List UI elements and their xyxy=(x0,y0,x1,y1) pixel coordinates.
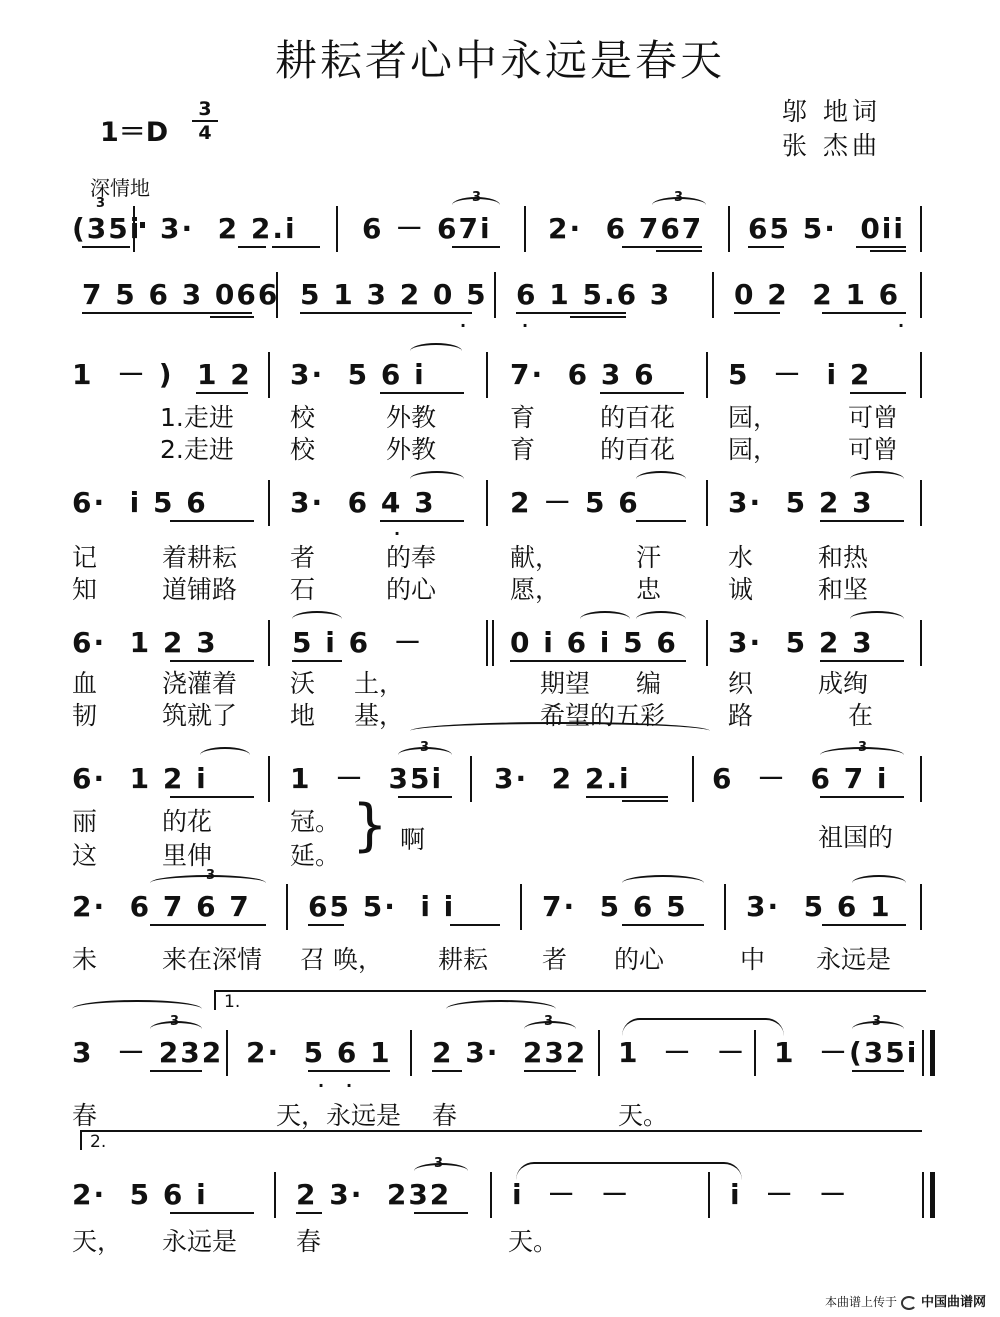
measure: 2· 6 767 xyxy=(548,212,704,245)
score-row-9: 2· 5 6 i 2 3· 232 i － － i － － 3 xyxy=(0,1172,1000,1222)
volta-second-ending: 2. xyxy=(80,1130,922,1150)
measure: 3· 2 2.i xyxy=(160,212,297,245)
measure: 6· 1 2 i xyxy=(72,762,208,795)
measure: 0 i 6 i 5 6 xyxy=(510,626,678,659)
score-row-4: 6· i 5 6 3· 6 4 3 2 － 5 6 3· 5 2 3 · xyxy=(0,480,1000,530)
measure: 7· 6 3 6 xyxy=(510,358,656,391)
meter-top: 3 xyxy=(198,98,212,120)
lyrics-r6-shared: 啊 祖国的 xyxy=(400,823,894,854)
measure: i － － xyxy=(512,1178,631,1211)
score-row-6: 6· 1 2 i 1 － 35i 3· 2 2.i 6 － 6 7 i 3 3 xyxy=(0,756,1000,806)
lyrics-r6-v2: 这 里伸 延。 xyxy=(72,841,341,870)
score-row-2: 7 5 6 3 066 5 1 3 2 0 5 6 1 5.6 3 0 2 2 1 6 · · · xyxy=(0,272,1000,322)
measure: 3· 6 4 3 xyxy=(290,486,436,519)
score-row-5 xyxy=(0,620,1000,670)
score-row-1: (35i 3· 2 2.i 6 － 67i 2· 6 767 65 5· 0ii 3 3 3 xyxy=(0,206,1000,256)
lyrics-r3-v2: 2.走进 校 外教 育 的百花 园， 可曾 xyxy=(160,435,899,464)
key-signature: 1＝D xyxy=(100,117,169,148)
lyrics-r9: 天， 永远是 春 天。 xyxy=(72,1227,559,1256)
time-signature xyxy=(192,99,218,143)
measure: 1 －(35i xyxy=(774,1036,919,1069)
measure: 65 5· i i xyxy=(308,890,456,923)
measure: 65 5· 0ii xyxy=(748,212,906,245)
measure: 2· 5 6 1 xyxy=(246,1036,392,1069)
measure: 2 － 5 6 xyxy=(510,486,640,519)
measure: 3· 5 2 3 xyxy=(728,486,874,519)
measure: 6 － 67i xyxy=(362,212,492,245)
measure: 3· 5 6 i xyxy=(290,358,426,391)
lyrics-r5-v2: 韧 筑就了 地 基， 希望的五彩 路 在 xyxy=(72,701,874,730)
measure: i － － xyxy=(730,1178,849,1211)
measure: 6· i 5 6 xyxy=(72,486,208,519)
measure: 2 3· 232 xyxy=(432,1036,588,1069)
lyrics-r8: 春 天，永远是 春 天。 xyxy=(72,1101,669,1130)
lyrics-r4-v2: 知 道铺路 石 的心 愿， 忠 诚 和坚 xyxy=(72,575,869,604)
measure: 2· 5 6 i xyxy=(72,1178,208,1211)
measure: 1 － ) 1 2 xyxy=(72,358,252,391)
measure: 5 － i 2 xyxy=(728,358,872,391)
measure: 6 － 6 7 i xyxy=(712,762,889,795)
watermark-footer: 本曲谱上传于 中国曲谱网 xyxy=(824,1295,986,1310)
score-row-8: 3 － 232 2· 5 6 1 2 3· 232 1 － － 1 －(35i 3 3 3 · · xyxy=(0,1030,1000,1080)
lyrics-r5-v1: 血 浇灌着 沃 土， 期望 编 织 成绚 xyxy=(72,669,869,698)
measure: 7 5 6 3 066 xyxy=(82,278,280,311)
lyrics-r6-v1: 丽 的花 冠。 xyxy=(72,807,341,836)
lyrics-r4-v1: 记 着耕耘 者 的奉 献， 汗 水 和热 xyxy=(72,543,869,572)
lyricist-credit: 邬 地词 xyxy=(782,97,881,126)
measure: 3· 2 2.i xyxy=(494,762,631,795)
composer-credit: 张 杰曲 xyxy=(782,131,881,160)
measure: 6· 1 2 3 xyxy=(72,626,218,659)
score-title: 耕耘者心中永远是春天 xyxy=(274,36,725,85)
measure: 3· 5 6 1 xyxy=(746,890,892,923)
measure: 2· 6 7 6 7 xyxy=(72,890,251,923)
tempo-marking: 深情地 xyxy=(90,176,150,200)
score-row-7: 2· 6 7 6 7 65 5· i i 7· 5 6 5 3· 5 6 1 3 xyxy=(0,884,1000,934)
meter-bottom: 4 xyxy=(198,122,212,144)
measure: 2 3· 232 xyxy=(296,1178,452,1211)
measure: 3· 5 2 3 xyxy=(728,626,874,659)
measure: 7· 5 6 5 xyxy=(542,890,688,923)
measure: 0 2 2 1 6 xyxy=(734,278,901,311)
measure: 1 － － xyxy=(618,1036,747,1069)
measure: 5 i 6 － xyxy=(292,626,424,659)
measure: (35i xyxy=(72,212,142,245)
lyrics-r7: 未 来在深情 召 唤， 耕耘 者 的心 中 永远是 xyxy=(72,945,892,974)
volta-first-ending: 1. xyxy=(214,990,926,1010)
measure: 5 1 3 2 0 5 xyxy=(300,278,488,311)
measure: 1 － 35i xyxy=(290,762,444,795)
measure: 6 1 5.6 3 xyxy=(516,278,672,311)
score-row-3 xyxy=(0,352,1000,402)
lyrics-r3-v1: 1.走进 校 外教 育 的百花 园， 可曾 xyxy=(160,403,899,432)
measure: 3 － 232 xyxy=(72,1036,224,1069)
